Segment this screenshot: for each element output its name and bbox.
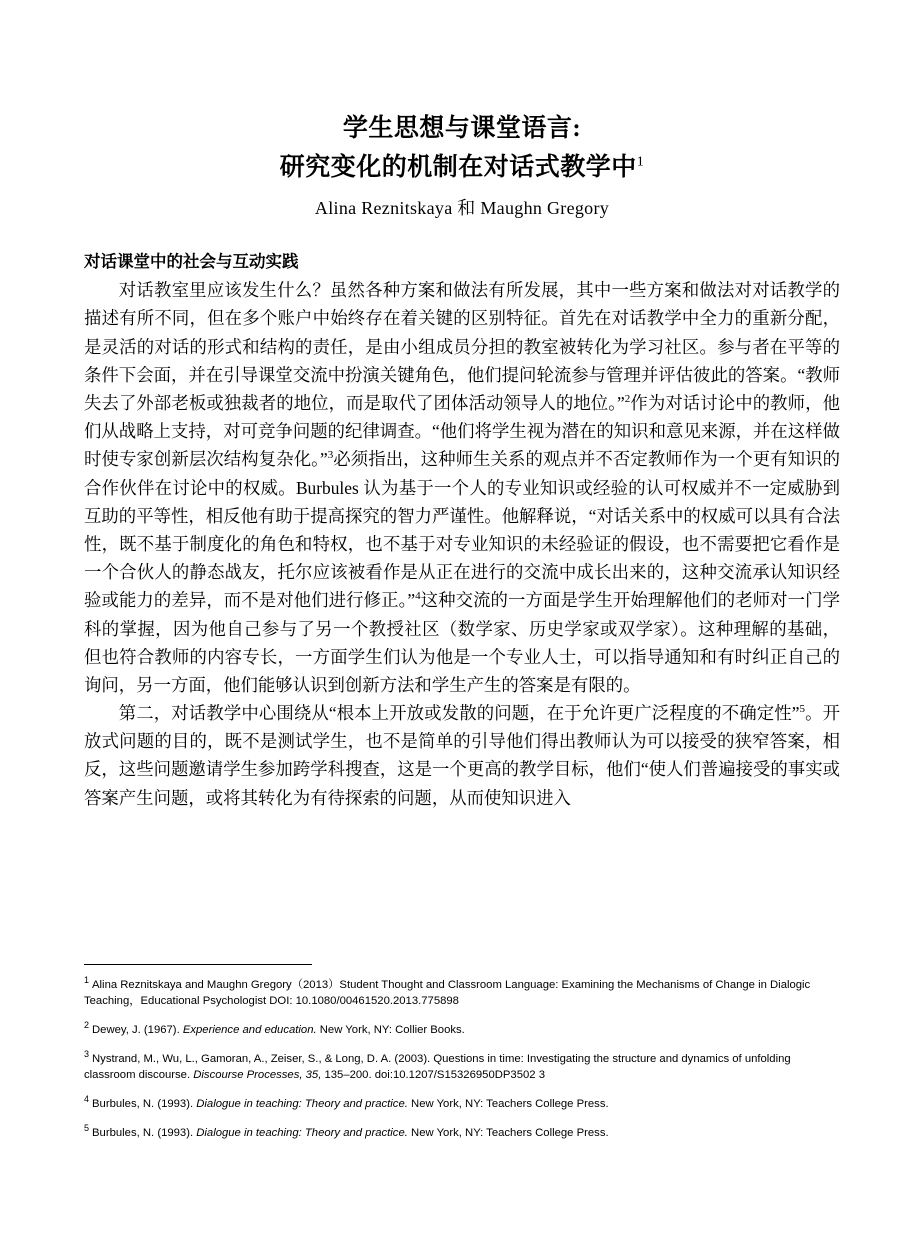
text-run: 必须指出，这种师生关系的观点并不否定教师作为一个更有知识的合作伙伴在讨论中的权威。Burbules 认为基于一个人的专业知识或经验的认可权威并不一定威胁到互助的平等性，相反他有助于提高探究的智力严谨性。他解释说，“对话关系中的权威可以具有合法性，既不基于制度化的角色和特权，也不基于对专业知识的未经验证的假设，也不需要把它看作是一个合伙人的静态战友，托尔应该被看作是从正在进行的交流中成长出来的，这种交流承认知识经验或能力的差异，而不是对他们进行修正。”	[84, 449, 840, 611]
italic-text: Discourse Processes, 35,	[193, 1068, 322, 1081]
body-text-container	[84, 276, 840, 812]
footnote-reference: 5	[799, 703, 805, 716]
title-footnote-marker: 1	[636, 154, 645, 170]
footnote-reference: 4	[415, 590, 421, 603]
text-run: New York, NY: Teachers College Press.	[407, 1097, 609, 1110]
text-run: 对话教室里应该发生什么？虽然各种方案和做法有所发展，其中一些方案和做法对对话教学的描述有所不同，但在多个账户中始终存在着关键的区别特征。首先在对话教学中全力的重新分配，是灵活的对话的形式和结构的责任，是由小组成员分担的教室被转化为学习社区。参与者在平等的条件下会面，并在引导课堂交流中扮演关键角色，他们提问轮流参与管理并评估彼此的答案。“教师失去了外部老板或独裁者的地位，而是取代了团体活动领导人的地位。”	[84, 280, 840, 413]
footnote-marker: 4	[84, 1094, 90, 1105]
text-run: 这种交流的一方面是学生开始理解他们的老师对一门学科的掌握，因为他自己参与了另一个教授社区（数学家、历史学家或双学家）。这种理解的基础，但也符合教师的内容专长，一方面学生们认为他是一个专业人士，可以指导通知和有时纠正自己的询问，另一方面，他们能够认识到创新方法和学生产生的答案是有限的。	[84, 590, 840, 695]
body-paragraph	[84, 276, 840, 699]
footnote-reference: 2	[624, 393, 631, 406]
text-run: Burbules, N. (1993).	[92, 1126, 197, 1139]
document-title-line-1: 学生思想与课堂语言:	[342, 115, 582, 142]
text-run: Dewey, J. (1967).	[92, 1023, 183, 1036]
italic-text: Dialogue in teaching: Theory and practice.	[196, 1097, 408, 1110]
footnote-marker: 1	[84, 975, 90, 986]
text-run: 135–200. doi:10.1207/S15326950DP3502 3	[321, 1068, 545, 1081]
text-run: Burbules, N. (1993).	[92, 1097, 197, 1110]
footnote-item	[84, 1096, 840, 1112]
text-run: Alina Reznitskaya and Maughn Gregory（2013）Student Thought and Classroom Language: Examining the Mechanisms of Change in Dialogic Teaching，Educational Psychologist DOI: 10.1080/00461520.2013.775898	[84, 978, 811, 1007]
footnote-separator	[84, 964, 312, 965]
authors-line: Alina Reznitskaya 和 Maughn Gregory	[314, 197, 610, 218]
footnote-list	[84, 977, 840, 1141]
footnote-marker: 3	[84, 1049, 90, 1060]
text-run: 作为对话讨论中的教师，他们从战略上支持，对可竞争问题的纪律调查。“他们将学生视为潜在的知识和意见来源，并在这样做时使专家创新层次结构复杂化。”	[84, 393, 840, 470]
footnote-reference: 3	[327, 449, 334, 462]
footnote-item	[84, 1051, 840, 1083]
body-paragraph	[84, 699, 840, 812]
footnote-marker: 5	[84, 1123, 90, 1134]
text-run: 。开放式问题的目的，既不是测试学生，也不是简单的引导他们得出教师认为可以接受的狭窄答案，相反，这些问题邀请学生参加跨学科搜查，这是一个更高的教学目标，他们“使人们普遍接受的事实或答案产生问题，或将其转化为有待探索的问题，从而使知识进入	[84, 703, 840, 808]
section-heading: 对话课堂中的社会与互动实践	[84, 251, 299, 271]
document-title-line-2	[84, 149, 840, 188]
text-run: New York, NY: Collier Books.	[316, 1023, 465, 1036]
text-run: Nystrand, M., Wu, L., Gamoran, A., Zeiser, S., & Long, D. A. (2003). Questions in time: Investigating the structure and dynamics of unfolding classroom discourse.	[84, 1052, 791, 1081]
footnote-item	[84, 1022, 840, 1038]
footnote-area	[84, 964, 840, 1154]
document-title-line-2-text: 研究变化的机制在对话式教学中	[279, 153, 637, 181]
footnote-item	[84, 1125, 840, 1141]
italic-text: Experience and education.	[182, 1023, 317, 1036]
title-block	[84, 110, 840, 220]
footnote-marker: 2	[84, 1020, 90, 1031]
text-run: New York, NY: Teachers College Press.	[407, 1126, 609, 1139]
text-run: 第二，对话教学中心围绕从“根本上开放或发散的问题，在于允许更广泛程度的不确定性”	[118, 703, 800, 724]
italic-text: Dialogue in teaching: Theory and practice.	[196, 1126, 408, 1139]
footnote-item	[84, 977, 840, 1009]
